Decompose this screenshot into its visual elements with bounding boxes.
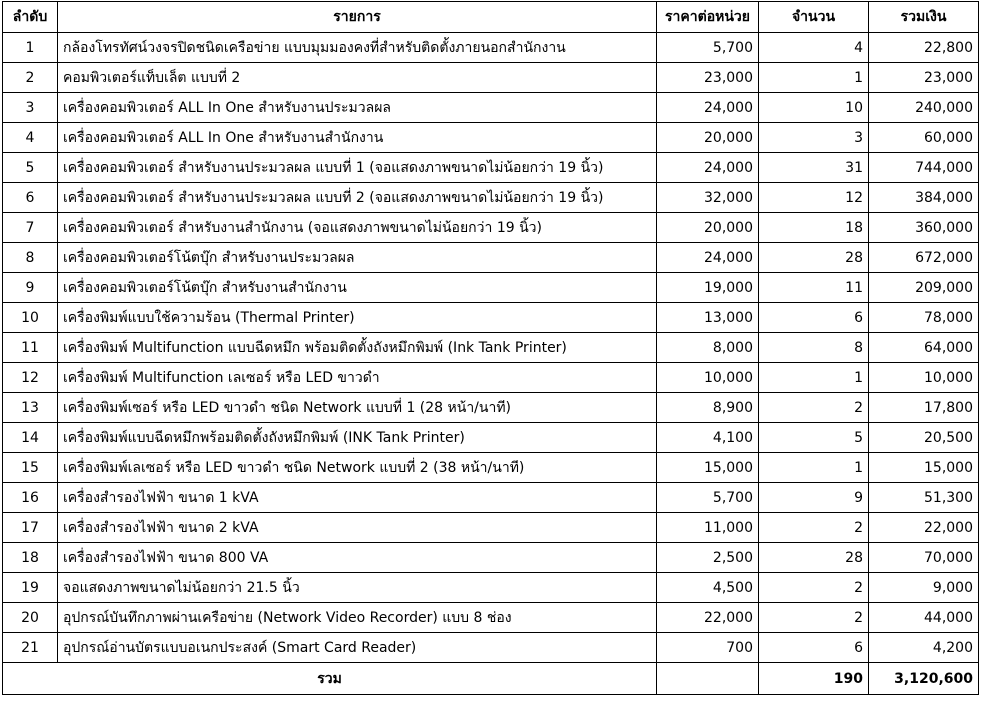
cell-amount[interactable]: 744,000 [869, 153, 979, 183]
table-row [3, 123, 979, 153]
cell-quantity[interactable]: 6 [759, 633, 869, 663]
cell-item[interactable]: เครื่องพิมพ์เลเซอร์ หรือ LED ขาวดำ ชนิด Network แบบที่ 2 (38 หน้า/นาที) [58, 453, 657, 483]
cell-quantity[interactable]: 4 [759, 33, 869, 63]
cell-unit-price[interactable]: 15,000 [657, 453, 759, 483]
cell-quantity[interactable]: 28 [759, 243, 869, 273]
table-row [3, 243, 979, 273]
table-row [3, 393, 979, 423]
cell-amount[interactable]: 44,000 [869, 603, 979, 633]
cell-item[interactable]: เครื่องพิมพ์เซอร์ หรือ LED ขาวดำ ชนิด Network แบบที่ 1 (28 หน้า/นาที) [58, 393, 657, 423]
cell-amount[interactable]: 17,800 [869, 393, 979, 423]
cell-amount[interactable]: 240,000 [869, 93, 979, 123]
cell-unit-price[interactable]: 10,000 [657, 363, 759, 393]
header-amount[interactable]: รวมเงิน [869, 2, 979, 33]
cell-item[interactable]: กล้องโทรทัศน์วงจรปิดชนิดเครือข่าย แบบมุมมองคงที่สำหรับติดตั้งภายนอกสำนักงาน [58, 33, 657, 63]
cell-item[interactable]: อุปกรณ์บันทึกภาพผ่านเครือข่าย (Network Video Recorder) แบบ 8 ช่อง [58, 603, 657, 633]
table-row [3, 543, 979, 573]
cell-amount[interactable]: 22,800 [869, 33, 979, 63]
header-quantity[interactable]: จำนวน [759, 2, 869, 33]
cell-item[interactable]: เครื่องคอมพิวเตอร์ ALL In One สำหรับงานประมวลผล [58, 93, 657, 123]
cell-item[interactable]: เครื่องพิมพ์แบบใช้ความร้อน (Thermal Printer) [58, 303, 657, 333]
cell-no[interactable]: 14 [3, 423, 58, 453]
cell-no[interactable]: 9 [3, 273, 58, 303]
cell-quantity[interactable]: 2 [759, 573, 869, 603]
cell-item[interactable]: เครื่องคอมพิวเตอร์ สำหรับงานสำนักงาน (จอแสดงภาพขนาดไม่น้อยกว่า 19 นิ้ว) [58, 213, 657, 243]
cell-unit-price[interactable]: 32,000 [657, 183, 759, 213]
cell-amount[interactable]: 51,300 [869, 483, 979, 513]
cell-item[interactable]: เครื่องพิมพ์ Multifunction เลเซอร์ หรือ LED ขาวดำ [58, 363, 657, 393]
cell-quantity[interactable]: 2 [759, 393, 869, 423]
cell-amount[interactable]: 20,500 [869, 423, 979, 453]
cell-no[interactable]: 20 [3, 603, 58, 633]
cell-item[interactable]: เครื่องพิมพ์ Multifunction แบบฉีดหมึก พร้อมติดตั้งถังหมึกพิมพ์ (Ink Tank Printer) [58, 333, 657, 363]
cell-unit-price[interactable]: 23,000 [657, 63, 759, 93]
cell-no[interactable]: 13 [3, 393, 58, 423]
cell-item[interactable]: เครื่องสำรองไฟฟ้า ขนาด 800 VA [58, 543, 657, 573]
cell-item[interactable]: จอแสดงภาพขนาดไม่น้อยกว่า 21.5 นิ้ว [58, 573, 657, 603]
cell-unit-price[interactable]: 8,900 [657, 393, 759, 423]
cell-quantity[interactable]: 5 [759, 423, 869, 453]
cell-quantity[interactable]: 28 [759, 543, 869, 573]
cell-unit-price[interactable]: 24,000 [657, 153, 759, 183]
cell-item[interactable]: เครื่องคอมพิวเตอร์ สำหรับงานประมวลผล แบบที่ 2 (จอแสดงภาพขนาดไม่น้อยกว่า 19 นิ้ว) [58, 183, 657, 213]
total-amount[interactable]: 3,120,600 [869, 663, 979, 695]
cell-unit-price[interactable]: 22,000 [657, 603, 759, 633]
table-row [3, 333, 979, 363]
cell-unit-price[interactable]: 4,500 [657, 573, 759, 603]
procurement-table [2, 1, 979, 695]
cell-quantity[interactable]: 1 [759, 363, 869, 393]
cell-item[interactable]: เครื่องคอมพิวเตอร์โน้ตบุ๊ก สำหรับงานประมวลผล [58, 243, 657, 273]
table-row [3, 213, 979, 243]
table-row [3, 453, 979, 483]
cell-unit-price[interactable]: 11,000 [657, 513, 759, 543]
cell-unit-price[interactable]: 20,000 [657, 213, 759, 243]
cell-no[interactable]: 18 [3, 543, 58, 573]
cell-amount[interactable]: 22,000 [869, 513, 979, 543]
cell-amount[interactable]: 23,000 [869, 63, 979, 93]
cell-item[interactable]: เครื่องสำรองไฟฟ้า ขนาด 2 kVA [58, 513, 657, 543]
cell-no[interactable]: 4 [3, 123, 58, 153]
cell-no[interactable]: 3 [3, 93, 58, 123]
cell-item[interactable]: เครื่องคอมพิวเตอร์ สำหรับงานประมวลผล แบบที่ 1 (จอแสดงภาพขนาดไม่น้อยกว่า 19 นิ้ว) [58, 153, 657, 183]
cell-quantity[interactable]: 8 [759, 333, 869, 363]
cell-unit-price[interactable]: 5,700 [657, 483, 759, 513]
cell-no[interactable]: 12 [3, 363, 58, 393]
cell-unit-price[interactable]: 24,000 [657, 243, 759, 273]
cell-amount[interactable]: 78,000 [869, 303, 979, 333]
cell-amount[interactable]: 15,000 [869, 453, 979, 483]
cell-no[interactable]: 10 [3, 303, 58, 333]
cell-item[interactable]: เครื่องคอมพิวเตอร์โน้ตบุ๊ก สำหรับงานสำนักงาน [58, 273, 657, 303]
table-row [3, 363, 979, 393]
header-unit-price[interactable]: ราคาต่อหน่วย [657, 2, 759, 33]
cell-quantity[interactable]: 2 [759, 513, 869, 543]
cell-unit-price[interactable]: 2,500 [657, 543, 759, 573]
cell-unit-price[interactable]: 700 [657, 633, 759, 663]
cell-no[interactable]: 6 [3, 183, 58, 213]
total-quantity[interactable]: 190 [759, 663, 869, 695]
cell-amount[interactable]: 209,000 [869, 273, 979, 303]
table-row [3, 183, 979, 213]
cell-no[interactable]: 5 [3, 153, 58, 183]
table-row [3, 63, 979, 93]
cell-quantity[interactable]: 12 [759, 183, 869, 213]
cell-no[interactable]: 7 [3, 213, 58, 243]
cell-no[interactable]: 8 [3, 243, 58, 273]
header-no[interactable]: ลำดับ [3, 2, 58, 33]
cell-quantity[interactable]: 10 [759, 93, 869, 123]
cell-item[interactable]: คอมพิวเตอร์แท็บเล็ต แบบที่ 2 [58, 63, 657, 93]
total-row [3, 663, 979, 695]
cell-unit-price[interactable]: 5,700 [657, 33, 759, 63]
cell-no[interactable]: 17 [3, 513, 58, 543]
cell-item[interactable]: อุปกรณ์อ่านบัตรแบบอเนกประสงค์ (Smart Card Reader) [58, 633, 657, 663]
cell-quantity[interactable]: 1 [759, 63, 869, 93]
table-row [3, 483, 979, 513]
cell-amount[interactable]: 60,000 [869, 123, 979, 153]
table-row [3, 273, 979, 303]
header-item[interactable]: รายการ [58, 2, 657, 33]
cell-no[interactable]: 15 [3, 453, 58, 483]
table-row [3, 573, 979, 603]
cell-quantity[interactable]: 6 [759, 303, 869, 333]
cell-unit-price[interactable]: 20,000 [657, 123, 759, 153]
cell-amount[interactable]: 672,000 [869, 243, 979, 273]
table-row [3, 303, 979, 333]
cell-item[interactable]: เครื่องสำรองไฟฟ้า ขนาด 1 kVA [58, 483, 657, 513]
header-row [3, 2, 979, 33]
table-row [3, 513, 979, 543]
cell-unit-price[interactable]: 24,000 [657, 93, 759, 123]
cell-no[interactable]: 2 [3, 63, 58, 93]
table-row [3, 33, 979, 63]
cell-unit-price[interactable]: 19,000 [657, 273, 759, 303]
cell-quantity[interactable]: 2 [759, 603, 869, 633]
cell-item[interactable]: เครื่องคอมพิวเตอร์ ALL In One สำหรับงานสำนักงาน [58, 123, 657, 153]
total-unit-price-cell[interactable] [657, 663, 759, 695]
cell-amount[interactable]: 4,200 [869, 633, 979, 663]
cell-no[interactable]: 19 [3, 573, 58, 603]
cell-amount[interactable]: 70,000 [869, 543, 979, 573]
table-row [3, 633, 979, 663]
total-label[interactable]: รวม [3, 663, 657, 695]
cell-no[interactable]: 1 [3, 33, 58, 63]
cell-item[interactable]: เครื่องพิมพ์แบบฉีดหมึกพร้อมติดตั้งถังหมึกพิมพ์ (INK Tank Printer) [58, 423, 657, 453]
table-row [3, 93, 979, 123]
cell-amount[interactable]: 10,000 [869, 363, 979, 393]
cell-unit-price[interactable]: 4,100 [657, 423, 759, 453]
cell-quantity[interactable]: 3 [759, 123, 869, 153]
cell-amount[interactable]: 64,000 [869, 333, 979, 363]
cell-amount[interactable]: 360,000 [869, 213, 979, 243]
cell-no[interactable]: 16 [3, 483, 58, 513]
table-row [3, 423, 979, 453]
table-row [3, 603, 979, 633]
cell-unit-price[interactable]: 13,000 [657, 303, 759, 333]
cell-no[interactable]: 21 [3, 633, 58, 663]
table-body [3, 33, 979, 663]
cell-quantity[interactable]: 18 [759, 213, 869, 243]
cell-amount[interactable]: 384,000 [869, 183, 979, 213]
table-row [3, 153, 979, 183]
cell-quantity[interactable]: 11 [759, 273, 869, 303]
cell-unit-price[interactable]: 8,000 [657, 333, 759, 363]
cell-quantity[interactable]: 9 [759, 483, 869, 513]
cell-quantity[interactable]: 1 [759, 453, 869, 483]
cell-no[interactable]: 11 [3, 333, 58, 363]
cell-quantity[interactable]: 31 [759, 153, 869, 183]
cell-amount[interactable]: 9,000 [869, 573, 979, 603]
